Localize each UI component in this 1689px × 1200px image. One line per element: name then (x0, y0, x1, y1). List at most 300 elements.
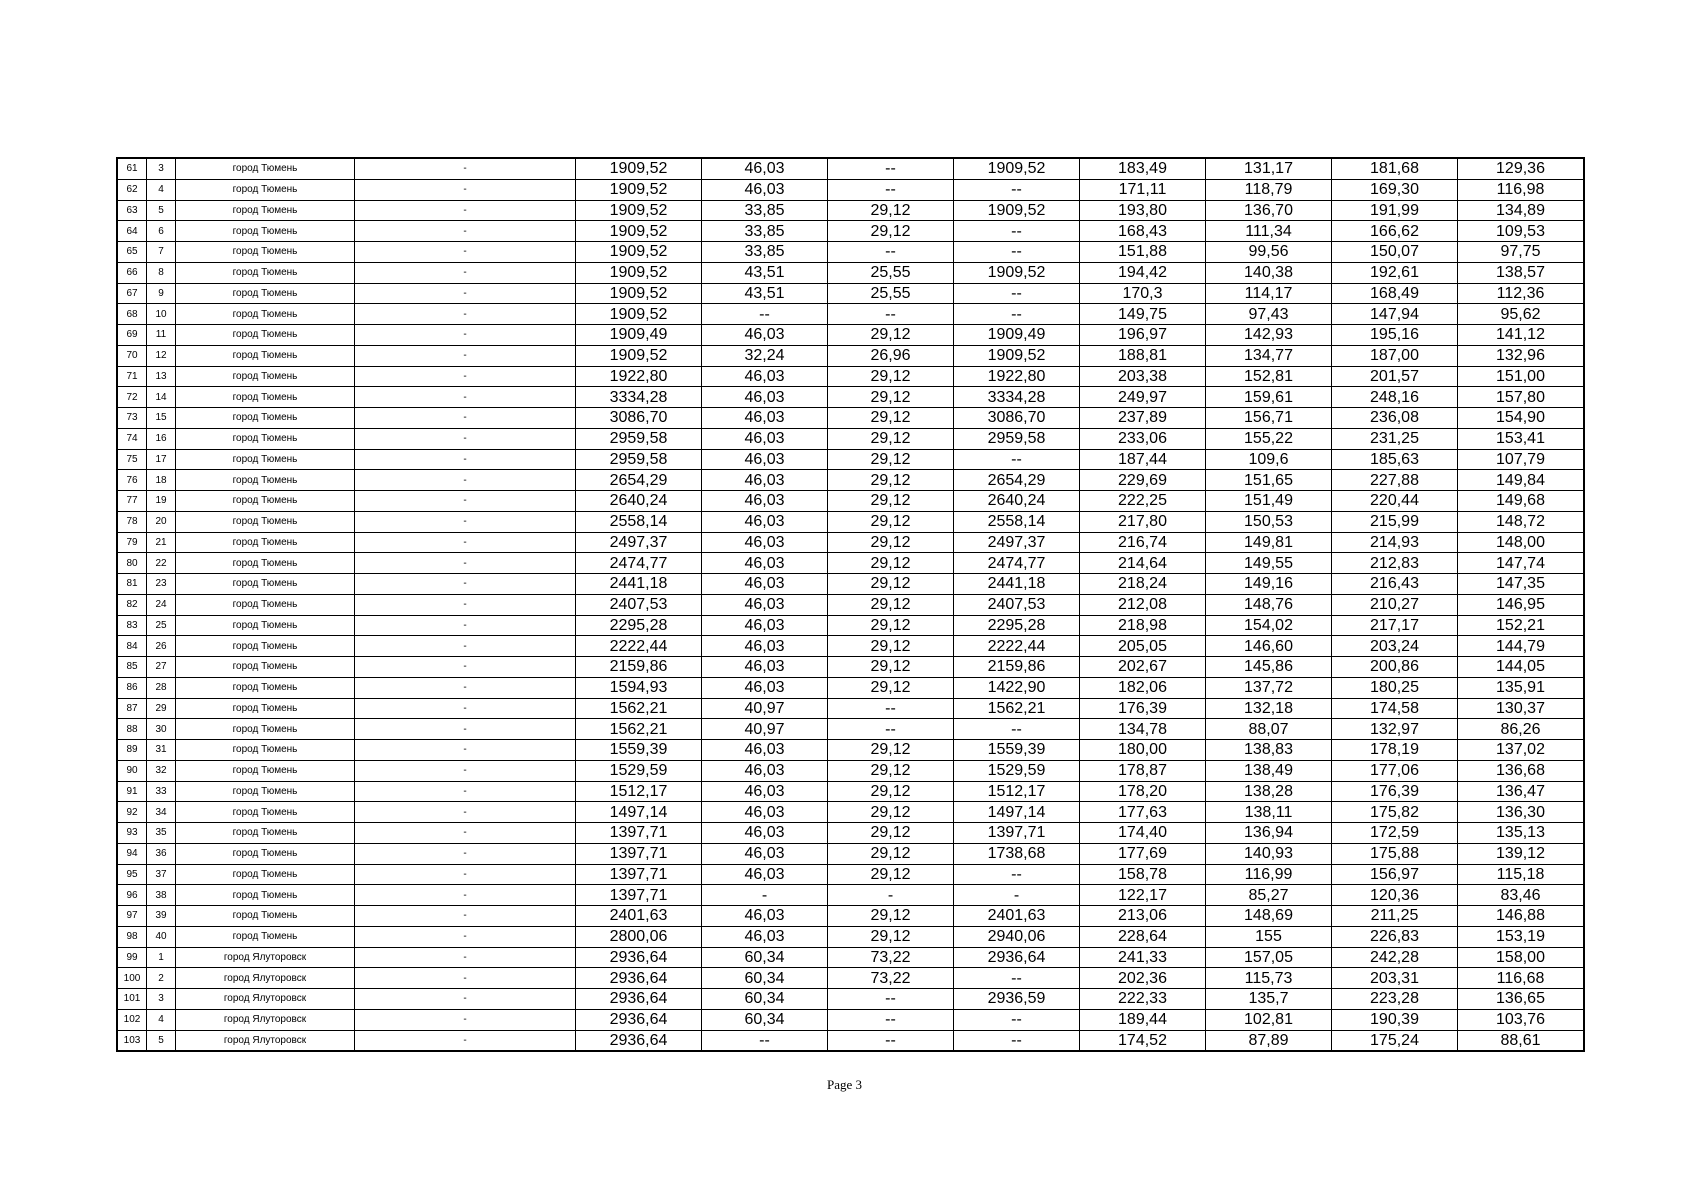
value-cell-2: -- (702, 1030, 828, 1051)
value-cell-5: 187,44 (1080, 449, 1206, 470)
city-cell: город Тюмень (176, 158, 355, 179)
value-cell-7: 227,88 (1332, 470, 1458, 491)
table-row (117, 200, 1584, 221)
value-cell-3: 29,12 (828, 200, 954, 221)
value-cell-3: 26,96 (828, 345, 954, 366)
value-cell-2: 46,03 (702, 864, 828, 885)
value-cell-2: 33,85 (702, 242, 828, 263)
value-cell-2: 46,03 (702, 615, 828, 636)
value-cell-2: 43,51 (702, 283, 828, 304)
sub-number-cell: 20 (147, 511, 176, 532)
value-cell-2: 46,03 (702, 325, 828, 346)
sub-number-cell: 33 (147, 781, 176, 802)
table-row (117, 926, 1584, 947)
value-cell-3: 29,12 (828, 428, 954, 449)
value-cell-8: 147,35 (1458, 574, 1585, 595)
value-cell-7: 210,27 (1332, 594, 1458, 615)
value-cell-6: 138,28 (1206, 781, 1332, 802)
row-number-cell: 100 (117, 968, 147, 989)
value-cell-4: 3334,28 (954, 387, 1080, 408)
table-row (117, 906, 1584, 927)
value-cell-3: 29,12 (828, 677, 954, 698)
value-cell-5: 158,78 (1080, 864, 1206, 885)
note-cell: - (355, 304, 576, 325)
note-cell: - (355, 677, 576, 698)
table-row (117, 615, 1584, 636)
value-cell-8: 88,61 (1458, 1030, 1585, 1051)
value-cell-7: 216,43 (1332, 574, 1458, 595)
value-cell-6: 109,6 (1206, 449, 1332, 470)
row-number-cell: 63 (117, 200, 147, 221)
value-cell-1: 1909,52 (576, 158, 702, 179)
value-cell-6: 118,79 (1206, 179, 1332, 200)
sub-number-cell: 11 (147, 325, 176, 346)
row-number-cell: 77 (117, 491, 147, 512)
value-cell-8: 147,74 (1458, 553, 1585, 574)
value-cell-7: 156,97 (1332, 864, 1458, 885)
value-cell-1: 2558,14 (576, 511, 702, 532)
value-cell-3: 29,12 (828, 906, 954, 927)
value-cell-8: 137,02 (1458, 740, 1585, 761)
value-cell-3: -- (828, 719, 954, 740)
table-row (117, 179, 1584, 200)
sub-number-cell: 2 (147, 968, 176, 989)
value-cell-4: -- (954, 449, 1080, 470)
value-cell-4: 2441,18 (954, 574, 1080, 595)
city-cell: город Тюмень (176, 511, 355, 532)
value-cell-5: 178,20 (1080, 781, 1206, 802)
value-cell-8: 154,90 (1458, 408, 1585, 429)
value-cell-6: 97,43 (1206, 304, 1332, 325)
value-cell-3: 29,12 (828, 325, 954, 346)
value-cell-7: 226,83 (1332, 926, 1458, 947)
row-number-cell: 79 (117, 532, 147, 553)
sub-number-cell: 28 (147, 677, 176, 698)
value-cell-3: 29,12 (828, 553, 954, 574)
note-cell: - (355, 262, 576, 283)
city-cell: город Тюмень (176, 657, 355, 678)
row-number-cell: 89 (117, 740, 147, 761)
value-cell-8: 112,36 (1458, 283, 1585, 304)
value-cell-1: 1594,93 (576, 677, 702, 698)
value-cell-6: 150,53 (1206, 511, 1332, 532)
row-number-cell: 70 (117, 345, 147, 366)
value-cell-4: 2497,37 (954, 532, 1080, 553)
value-cell-2: 46,03 (702, 781, 828, 802)
table-row (117, 719, 1584, 740)
value-cell-2: 46,03 (702, 470, 828, 491)
table-row (117, 511, 1584, 532)
value-cell-8: 115,18 (1458, 864, 1585, 885)
value-cell-8: 109,53 (1458, 221, 1585, 242)
city-cell: город Тюмень (176, 615, 355, 636)
value-cell-7: 178,19 (1332, 740, 1458, 761)
value-cell-8: 149,68 (1458, 491, 1585, 512)
value-cell-7: 175,82 (1332, 802, 1458, 823)
row-number-cell: 92 (117, 802, 147, 823)
value-cell-7: 195,16 (1332, 325, 1458, 346)
value-cell-5: 217,80 (1080, 511, 1206, 532)
note-cell: - (355, 283, 576, 304)
sub-number-cell: 4 (147, 179, 176, 200)
value-cell-4: -- (954, 1030, 1080, 1051)
value-cell-5: 228,64 (1080, 926, 1206, 947)
value-cell-6: 149,55 (1206, 553, 1332, 574)
value-cell-1: 1909,52 (576, 242, 702, 263)
value-cell-5: 202,67 (1080, 657, 1206, 678)
value-cell-4: - (954, 885, 1080, 906)
value-cell-8: 116,98 (1458, 179, 1585, 200)
sub-number-cell: 39 (147, 906, 176, 927)
sub-number-cell: 32 (147, 760, 176, 781)
value-cell-2: 33,85 (702, 221, 828, 242)
value-cell-3: 29,12 (828, 387, 954, 408)
note-cell: - (355, 574, 576, 595)
city-cell: город Тюмень (176, 885, 355, 906)
value-cell-2: 46,03 (702, 760, 828, 781)
value-cell-5: 222,33 (1080, 989, 1206, 1010)
row-number-cell: 86 (117, 677, 147, 698)
value-cell-3: 73,22 (828, 947, 954, 968)
value-cell-3: 29,12 (828, 740, 954, 761)
value-cell-7: 201,57 (1332, 366, 1458, 387)
value-cell-4: -- (954, 1009, 1080, 1030)
note-cell: - (355, 760, 576, 781)
value-cell-7: 147,94 (1332, 304, 1458, 325)
value-cell-5: 180,00 (1080, 740, 1206, 761)
page-number: Page 3 (826, 1077, 863, 1092)
row-number-cell: 68 (117, 304, 147, 325)
value-cell-3: 29,12 (828, 615, 954, 636)
value-cell-1: 2407,53 (576, 594, 702, 615)
value-cell-1: 1909,52 (576, 304, 702, 325)
sub-number-cell: 12 (147, 345, 176, 366)
city-cell: город Тюмень (176, 366, 355, 387)
row-number-cell: 64 (117, 221, 147, 242)
value-cell-2: 46,03 (702, 449, 828, 470)
sub-number-cell: 7 (147, 242, 176, 263)
row-number-cell: 83 (117, 615, 147, 636)
value-cell-2: 46,03 (702, 677, 828, 698)
sub-number-cell: 21 (147, 532, 176, 553)
sub-number-cell: 31 (147, 740, 176, 761)
table-row (117, 947, 1584, 968)
note-cell: - (355, 843, 576, 864)
row-number-cell: 76 (117, 470, 147, 491)
value-cell-1: 1909,52 (576, 221, 702, 242)
value-cell-1: 2159,86 (576, 657, 702, 678)
value-cell-7: 175,24 (1332, 1030, 1458, 1051)
city-cell: город Тюмень (176, 553, 355, 574)
table-row (117, 325, 1584, 346)
value-cell-7: 150,07 (1332, 242, 1458, 263)
city-cell: город Тюмень (176, 843, 355, 864)
note-cell: - (355, 615, 576, 636)
value-cell-3: 25,55 (828, 262, 954, 283)
row-number-cell: 82 (117, 594, 147, 615)
city-cell: город Тюмень (176, 864, 355, 885)
value-cell-4: 2940,06 (954, 926, 1080, 947)
value-cell-7: 223,28 (1332, 989, 1458, 1010)
city-cell: город Тюмень (176, 200, 355, 221)
city-cell: город Тюмень (176, 179, 355, 200)
city-cell: город Ялуторовск (176, 947, 355, 968)
value-cell-6: 136,94 (1206, 823, 1332, 844)
city-cell: город Тюмень (176, 574, 355, 595)
value-cell-6: 140,38 (1206, 262, 1332, 283)
value-cell-5: 202,36 (1080, 968, 1206, 989)
value-cell-5: 241,33 (1080, 947, 1206, 968)
city-cell: город Ялуторовск (176, 989, 355, 1010)
value-cell-6: 85,27 (1206, 885, 1332, 906)
value-cell-4: 1562,21 (954, 698, 1080, 719)
value-cell-7: 120,36 (1332, 885, 1458, 906)
value-cell-2: 46,03 (702, 553, 828, 574)
value-cell-5: 177,63 (1080, 802, 1206, 823)
city-cell: город Тюмень (176, 408, 355, 429)
value-cell-3: -- (828, 242, 954, 263)
value-cell-3: 29,12 (828, 781, 954, 802)
data-table (116, 157, 1585, 1052)
value-cell-6: 151,49 (1206, 491, 1332, 512)
note-cell: - (355, 221, 576, 242)
row-number-cell: 91 (117, 781, 147, 802)
value-cell-1: 3086,70 (576, 408, 702, 429)
row-number-cell: 95 (117, 864, 147, 885)
value-cell-3: 29,12 (828, 760, 954, 781)
value-cell-1: 2640,24 (576, 491, 702, 512)
value-cell-2: 60,34 (702, 947, 828, 968)
value-cell-8: 134,89 (1458, 200, 1585, 221)
city-cell: город Тюмень (176, 781, 355, 802)
value-cell-5: 193,80 (1080, 200, 1206, 221)
row-number-cell: 75 (117, 449, 147, 470)
note-cell: - (355, 594, 576, 615)
value-cell-6: 157,05 (1206, 947, 1332, 968)
row-number-cell: 96 (117, 885, 147, 906)
note-cell: - (355, 491, 576, 512)
value-cell-1: 1397,71 (576, 843, 702, 864)
value-cell-8: 144,79 (1458, 636, 1585, 657)
value-cell-7: 180,25 (1332, 677, 1458, 698)
value-cell-4: 2936,59 (954, 989, 1080, 1010)
value-cell-7: 177,06 (1332, 760, 1458, 781)
value-cell-3: 29,12 (828, 532, 954, 553)
value-cell-7: 231,25 (1332, 428, 1458, 449)
note-cell: - (355, 823, 576, 844)
sub-number-cell: 26 (147, 636, 176, 657)
sub-number-cell: 4 (147, 1009, 176, 1030)
note-cell: - (355, 636, 576, 657)
value-cell-4: 1512,17 (954, 781, 1080, 802)
value-cell-8: 132,96 (1458, 345, 1585, 366)
value-cell-5: 174,52 (1080, 1030, 1206, 1051)
value-cell-8: 149,84 (1458, 470, 1585, 491)
row-number-cell: 90 (117, 760, 147, 781)
value-cell-7: 185,63 (1332, 449, 1458, 470)
value-cell-4: 1922,80 (954, 366, 1080, 387)
value-cell-5: 174,40 (1080, 823, 1206, 844)
value-cell-8: 138,57 (1458, 262, 1585, 283)
value-cell-4: 2936,64 (954, 947, 1080, 968)
value-cell-5: 212,08 (1080, 594, 1206, 615)
value-cell-6: 155 (1206, 926, 1332, 947)
value-cell-8: 130,37 (1458, 698, 1585, 719)
note-cell: - (355, 200, 576, 221)
value-cell-1: 2959,58 (576, 449, 702, 470)
value-cell-3: 29,12 (828, 926, 954, 947)
note-cell: - (355, 1009, 576, 1030)
value-cell-4: -- (954, 864, 1080, 885)
value-cell-2: 46,03 (702, 179, 828, 200)
sub-number-cell: 22 (147, 553, 176, 574)
value-cell-2: 46,03 (702, 636, 828, 657)
value-cell-1: 2936,64 (576, 947, 702, 968)
city-cell: город Тюмень (176, 221, 355, 242)
value-cell-8: 148,00 (1458, 532, 1585, 553)
value-cell-5: 194,42 (1080, 262, 1206, 283)
note-cell: - (355, 387, 576, 408)
sub-number-cell: 27 (147, 657, 176, 678)
value-cell-4: 2474,77 (954, 553, 1080, 574)
value-cell-3: 29,12 (828, 366, 954, 387)
table-row (117, 1030, 1584, 1051)
value-cell-7: 192,61 (1332, 262, 1458, 283)
value-cell-5: 189,44 (1080, 1009, 1206, 1030)
value-cell-4: -- (954, 179, 1080, 200)
note-cell: - (355, 885, 576, 906)
note-cell: - (355, 242, 576, 263)
value-cell-1: 1909,52 (576, 200, 702, 221)
value-cell-8: 158,00 (1458, 947, 1585, 968)
sub-number-cell: 5 (147, 200, 176, 221)
city-cell: город Тюмень (176, 636, 355, 657)
sub-number-cell: 18 (147, 470, 176, 491)
value-cell-3: 29,12 (828, 221, 954, 242)
note-cell: - (355, 325, 576, 346)
value-cell-4: 1422,90 (954, 677, 1080, 698)
table-row (117, 304, 1584, 325)
value-cell-8: 153,41 (1458, 428, 1585, 449)
city-cell: город Тюмень (176, 698, 355, 719)
row-number-cell: 69 (117, 325, 147, 346)
value-cell-1: 2936,64 (576, 1030, 702, 1051)
table-row (117, 491, 1584, 512)
value-cell-3: 25,55 (828, 283, 954, 304)
sub-number-cell: 37 (147, 864, 176, 885)
value-cell-6: 137,72 (1206, 677, 1332, 698)
value-cell-6: 146,60 (1206, 636, 1332, 657)
value-cell-6: 136,70 (1206, 200, 1332, 221)
value-cell-6: 159,61 (1206, 387, 1332, 408)
value-cell-8: 83,46 (1458, 885, 1585, 906)
value-cell-2: -- (702, 304, 828, 325)
note-cell: - (355, 864, 576, 885)
value-cell-1: 2474,77 (576, 553, 702, 574)
value-cell-2: 46,03 (702, 823, 828, 844)
value-cell-2: 46,03 (702, 366, 828, 387)
table-row (117, 532, 1584, 553)
row-number-cell: 67 (117, 283, 147, 304)
city-cell: город Тюмень (176, 283, 355, 304)
value-cell-2: 40,97 (702, 719, 828, 740)
row-number-cell: 97 (117, 906, 147, 927)
value-cell-6: 138,83 (1206, 740, 1332, 761)
table-row (117, 449, 1584, 470)
note-cell: - (355, 906, 576, 927)
sub-number-cell: 19 (147, 491, 176, 512)
table-row (117, 594, 1584, 615)
value-cell-1: 1909,52 (576, 283, 702, 304)
value-cell-5: 203,38 (1080, 366, 1206, 387)
table-row (117, 242, 1584, 263)
value-cell-5: 213,06 (1080, 906, 1206, 927)
value-cell-4: 2295,28 (954, 615, 1080, 636)
row-number-cell: 102 (117, 1009, 147, 1030)
sub-number-cell: 13 (147, 366, 176, 387)
row-number-cell: 99 (117, 947, 147, 968)
value-cell-1: 3334,28 (576, 387, 702, 408)
note-cell: - (355, 179, 576, 200)
value-cell-6: 154,02 (1206, 615, 1332, 636)
value-cell-2: 46,03 (702, 408, 828, 429)
note-cell: - (355, 926, 576, 947)
value-cell-8: 136,47 (1458, 781, 1585, 802)
value-cell-4: 2654,29 (954, 470, 1080, 491)
value-cell-8: 136,68 (1458, 760, 1585, 781)
value-cell-7: 215,99 (1332, 511, 1458, 532)
value-cell-4: -- (954, 242, 1080, 263)
value-cell-2: 43,51 (702, 262, 828, 283)
value-cell-6: 156,71 (1206, 408, 1332, 429)
value-cell-5: 122,17 (1080, 885, 1206, 906)
city-cell: город Ялуторовск (176, 1030, 355, 1051)
sub-number-cell: 3 (147, 989, 176, 1010)
value-cell-2: 60,34 (702, 968, 828, 989)
note-cell: - (355, 719, 576, 740)
value-cell-6: 88,07 (1206, 719, 1332, 740)
city-cell: город Ялуторовск (176, 1009, 355, 1030)
value-cell-5: 218,24 (1080, 574, 1206, 595)
value-cell-4: 1559,39 (954, 740, 1080, 761)
value-cell-4: 1397,71 (954, 823, 1080, 844)
table-row (117, 781, 1584, 802)
note-cell: - (355, 657, 576, 678)
table-row (117, 283, 1584, 304)
value-cell-7: 175,88 (1332, 843, 1458, 864)
value-cell-7: 172,59 (1332, 823, 1458, 844)
value-cell-2: 46,03 (702, 657, 828, 678)
value-cell-1: 1909,52 (576, 179, 702, 200)
value-cell-3: -- (828, 179, 954, 200)
note-cell: - (355, 989, 576, 1010)
note-cell: - (355, 781, 576, 802)
sub-number-cell: 5 (147, 1030, 176, 1051)
value-cell-7: 174,58 (1332, 698, 1458, 719)
value-cell-3: 29,12 (828, 636, 954, 657)
row-number-cell: 87 (117, 698, 147, 719)
value-cell-2: 46,03 (702, 428, 828, 449)
value-cell-5: 218,98 (1080, 615, 1206, 636)
value-cell-5: 134,78 (1080, 719, 1206, 740)
value-cell-5: 205,05 (1080, 636, 1206, 657)
value-cell-6: 138,49 (1206, 760, 1332, 781)
note-cell: - (355, 1030, 576, 1051)
value-cell-5: 188,81 (1080, 345, 1206, 366)
table-row (117, 221, 1584, 242)
value-cell-7: 236,08 (1332, 408, 1458, 429)
note-cell: - (355, 802, 576, 823)
